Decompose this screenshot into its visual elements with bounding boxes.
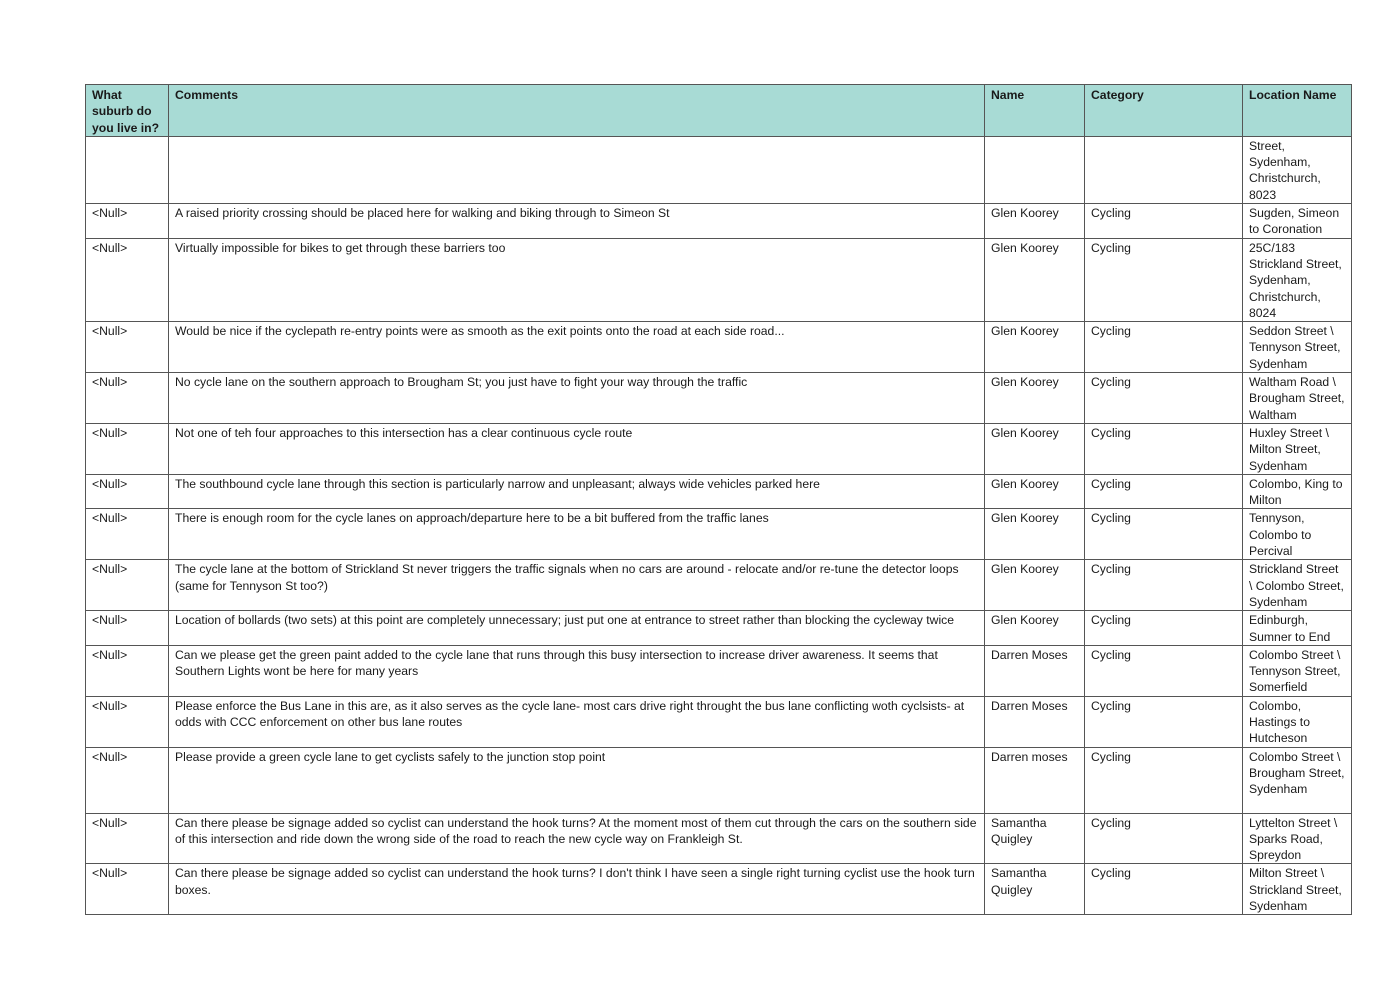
- cell-category: Cycling: [1085, 864, 1243, 915]
- cell-comment: There is enough room for the cycle lanes on approach/departure here to be a bit buffered from the traffic lanes: [169, 509, 985, 560]
- cell-suburb: <Null>: [86, 696, 169, 747]
- table-row: [86, 136, 1352, 203]
- cell-comment: The southbound cycle lane through this section is particularly narrow and unpleasant; always wide vehicles parked here: [169, 474, 985, 509]
- header-suburb: What suburb do you live in?: [86, 85, 169, 137]
- cell-suburb: <Null>: [86, 864, 169, 915]
- cell-comment: Please provide a green cycle lane to get cyclists safely to the junction stop point: [169, 747, 985, 813]
- cell-name: Glen Koorey: [985, 611, 1085, 646]
- cell-name: Glen Koorey: [985, 509, 1085, 560]
- cell-name: Glen Koorey: [985, 204, 1085, 239]
- cell-name: Glen Koorey: [985, 322, 1085, 373]
- cell-category: Cycling: [1085, 645, 1243, 696]
- cell-location: Waltham Road \ Brougham Street, Waltham: [1243, 373, 1352, 424]
- cell-comment: Can we please get the green paint added to the cycle lane that runs through this busy intersection to increase driver awareness. It seems that Southern Lights wont be here for many years: [169, 645, 985, 696]
- cell-location: Milton Street \ Strickland Street, Sydenham: [1243, 864, 1352, 915]
- cell-name: Glen Koorey: [985, 474, 1085, 509]
- cell-category: Cycling: [1085, 474, 1243, 509]
- cell-category: [1085, 136, 1243, 203]
- cell-name: Glen Koorey: [985, 373, 1085, 424]
- table-row: [86, 322, 1352, 373]
- cell-location: Seddon Street \ Tennyson Street, Sydenham: [1243, 322, 1352, 373]
- table-row: [86, 423, 1352, 474]
- cell-comment: Can there please be signage added so cyclist can understand the hook turns? I don't think I have seen a single right turning cyclist use the hook turn boxes.: [169, 864, 985, 915]
- cell-suburb: <Null>: [86, 645, 169, 696]
- cell-category: Cycling: [1085, 238, 1243, 321]
- cell-suburb: <Null>: [86, 204, 169, 239]
- cell-category: Cycling: [1085, 611, 1243, 646]
- cell-location: Edinburgh, Sumner to End: [1243, 611, 1352, 646]
- cell-comment: Would be nice if the cyclepath re-entry points were as smooth as the exit points onto the road at each side road...: [169, 322, 985, 373]
- cell-suburb: <Null>: [86, 423, 169, 474]
- cell-location: Colombo Street \ Tennyson Street, Somerfield: [1243, 645, 1352, 696]
- cell-suburb: <Null>: [86, 509, 169, 560]
- cell-category: Cycling: [1085, 423, 1243, 474]
- cell-location: Huxley Street \ Milton Street, Sydenham: [1243, 423, 1352, 474]
- table-row: [86, 204, 1352, 239]
- cell-category: Cycling: [1085, 560, 1243, 611]
- table-header: [86, 85, 1352, 137]
- cell-comment: Location of bollards (two sets) at this point are completely unnecessary; just put one at entrance to street rather than blocking the cycleway twice: [169, 611, 985, 646]
- document-page: [85, 84, 1351, 915]
- cell-location: Colombo Street \ Brougham Street, Sydenham: [1243, 747, 1352, 813]
- cell-name: [985, 136, 1085, 203]
- cell-category: Cycling: [1085, 813, 1243, 864]
- cell-location: Tennyson, Colombo to Percival: [1243, 509, 1352, 560]
- cell-location: Sugden, Simeon to Coronation: [1243, 204, 1352, 239]
- table-row: [86, 560, 1352, 611]
- cell-name: Samantha Quigley: [985, 813, 1085, 864]
- cell-suburb: <Null>: [86, 238, 169, 321]
- cell-category: Cycling: [1085, 204, 1243, 239]
- table-row: [86, 474, 1352, 509]
- cell-name: Samantha Quigley: [985, 864, 1085, 915]
- cell-name: Glen Koorey: [985, 238, 1085, 321]
- cell-suburb: <Null>: [86, 747, 169, 813]
- cell-category: Cycling: [1085, 373, 1243, 424]
- submissions-table: [85, 84, 1352, 915]
- cell-comment: No cycle lane on the southern approach to Brougham St; you just have to fight your way through the traffic: [169, 373, 985, 424]
- table-row: [86, 645, 1352, 696]
- cell-comment: Virtually impossible for bikes to get through these barriers too: [169, 238, 985, 321]
- cell-comment: Not one of teh four approaches to this intersection has a clear continuous cycle route: [169, 423, 985, 474]
- cell-name: Glen Koorey: [985, 423, 1085, 474]
- cell-category: Cycling: [1085, 747, 1243, 813]
- table-row: [86, 747, 1352, 813]
- cell-name: Darren Moses: [985, 696, 1085, 747]
- table-row: [86, 611, 1352, 646]
- cell-name: Glen Koorey: [985, 560, 1085, 611]
- cell-suburb: [86, 136, 169, 203]
- table-row: [86, 864, 1352, 915]
- header-category: Category: [1085, 85, 1243, 137]
- cell-location: 25C/183 Strickland Street, Sydenham, Christchurch, 8024: [1243, 238, 1352, 321]
- cell-comment: Can there please be signage added so cyclist can understand the hook turns? At the moment most of them cut through the cars on the southern side of this intersection and ride down the wrong side of the road to reach the new cycle way on Frankleigh St.: [169, 813, 985, 864]
- header-row: [86, 85, 1352, 137]
- cell-suburb: <Null>: [86, 611, 169, 646]
- table-row: [86, 696, 1352, 747]
- cell-suburb: <Null>: [86, 813, 169, 864]
- cell-comment: A raised priority crossing should be placed here for walking and biking through to Simeon St: [169, 204, 985, 239]
- cell-suburb: <Null>: [86, 373, 169, 424]
- cell-name: Darren Moses: [985, 645, 1085, 696]
- cell-location: Colombo, King to Milton: [1243, 474, 1352, 509]
- header-comments: Comments: [169, 85, 985, 137]
- header-location: Location Name: [1243, 85, 1352, 137]
- cell-category: Cycling: [1085, 509, 1243, 560]
- cell-name: Darren moses: [985, 747, 1085, 813]
- table-row: [86, 509, 1352, 560]
- header-name: Name: [985, 85, 1085, 137]
- cell-location: Strickland Street \ Colombo Street, Sydenham: [1243, 560, 1352, 611]
- cell-comment: Please enforce the Bus Lane in this are, as it also serves as the cycle lane- most cars drive right throught the bus lane conflicting woth cyclsists- at odds with CCC enforcement on other bus lane routes: [169, 696, 985, 747]
- cell-suburb: <Null>: [86, 322, 169, 373]
- cell-suburb: <Null>: [86, 474, 169, 509]
- cell-location: Street, Sydenham, Christchurch, 8023: [1243, 136, 1352, 203]
- cell-suburb: <Null>: [86, 560, 169, 611]
- cell-comment: [169, 136, 985, 203]
- cell-location: Lyttelton Street \ Sparks Road, Spreydon: [1243, 813, 1352, 864]
- table-row: [86, 373, 1352, 424]
- table-row: [86, 238, 1352, 321]
- cell-category: Cycling: [1085, 322, 1243, 373]
- cell-location: Colombo, Hastings to Hutcheson: [1243, 696, 1352, 747]
- cell-comment: The cycle lane at the bottom of Strickland St never triggers the traffic signals when no cars are around - relocate and/or re-tune the detector loops (same for Tennyson St too?): [169, 560, 985, 611]
- table-row: [86, 813, 1352, 864]
- table-body: [86, 136, 1352, 914]
- cell-category: Cycling: [1085, 696, 1243, 747]
